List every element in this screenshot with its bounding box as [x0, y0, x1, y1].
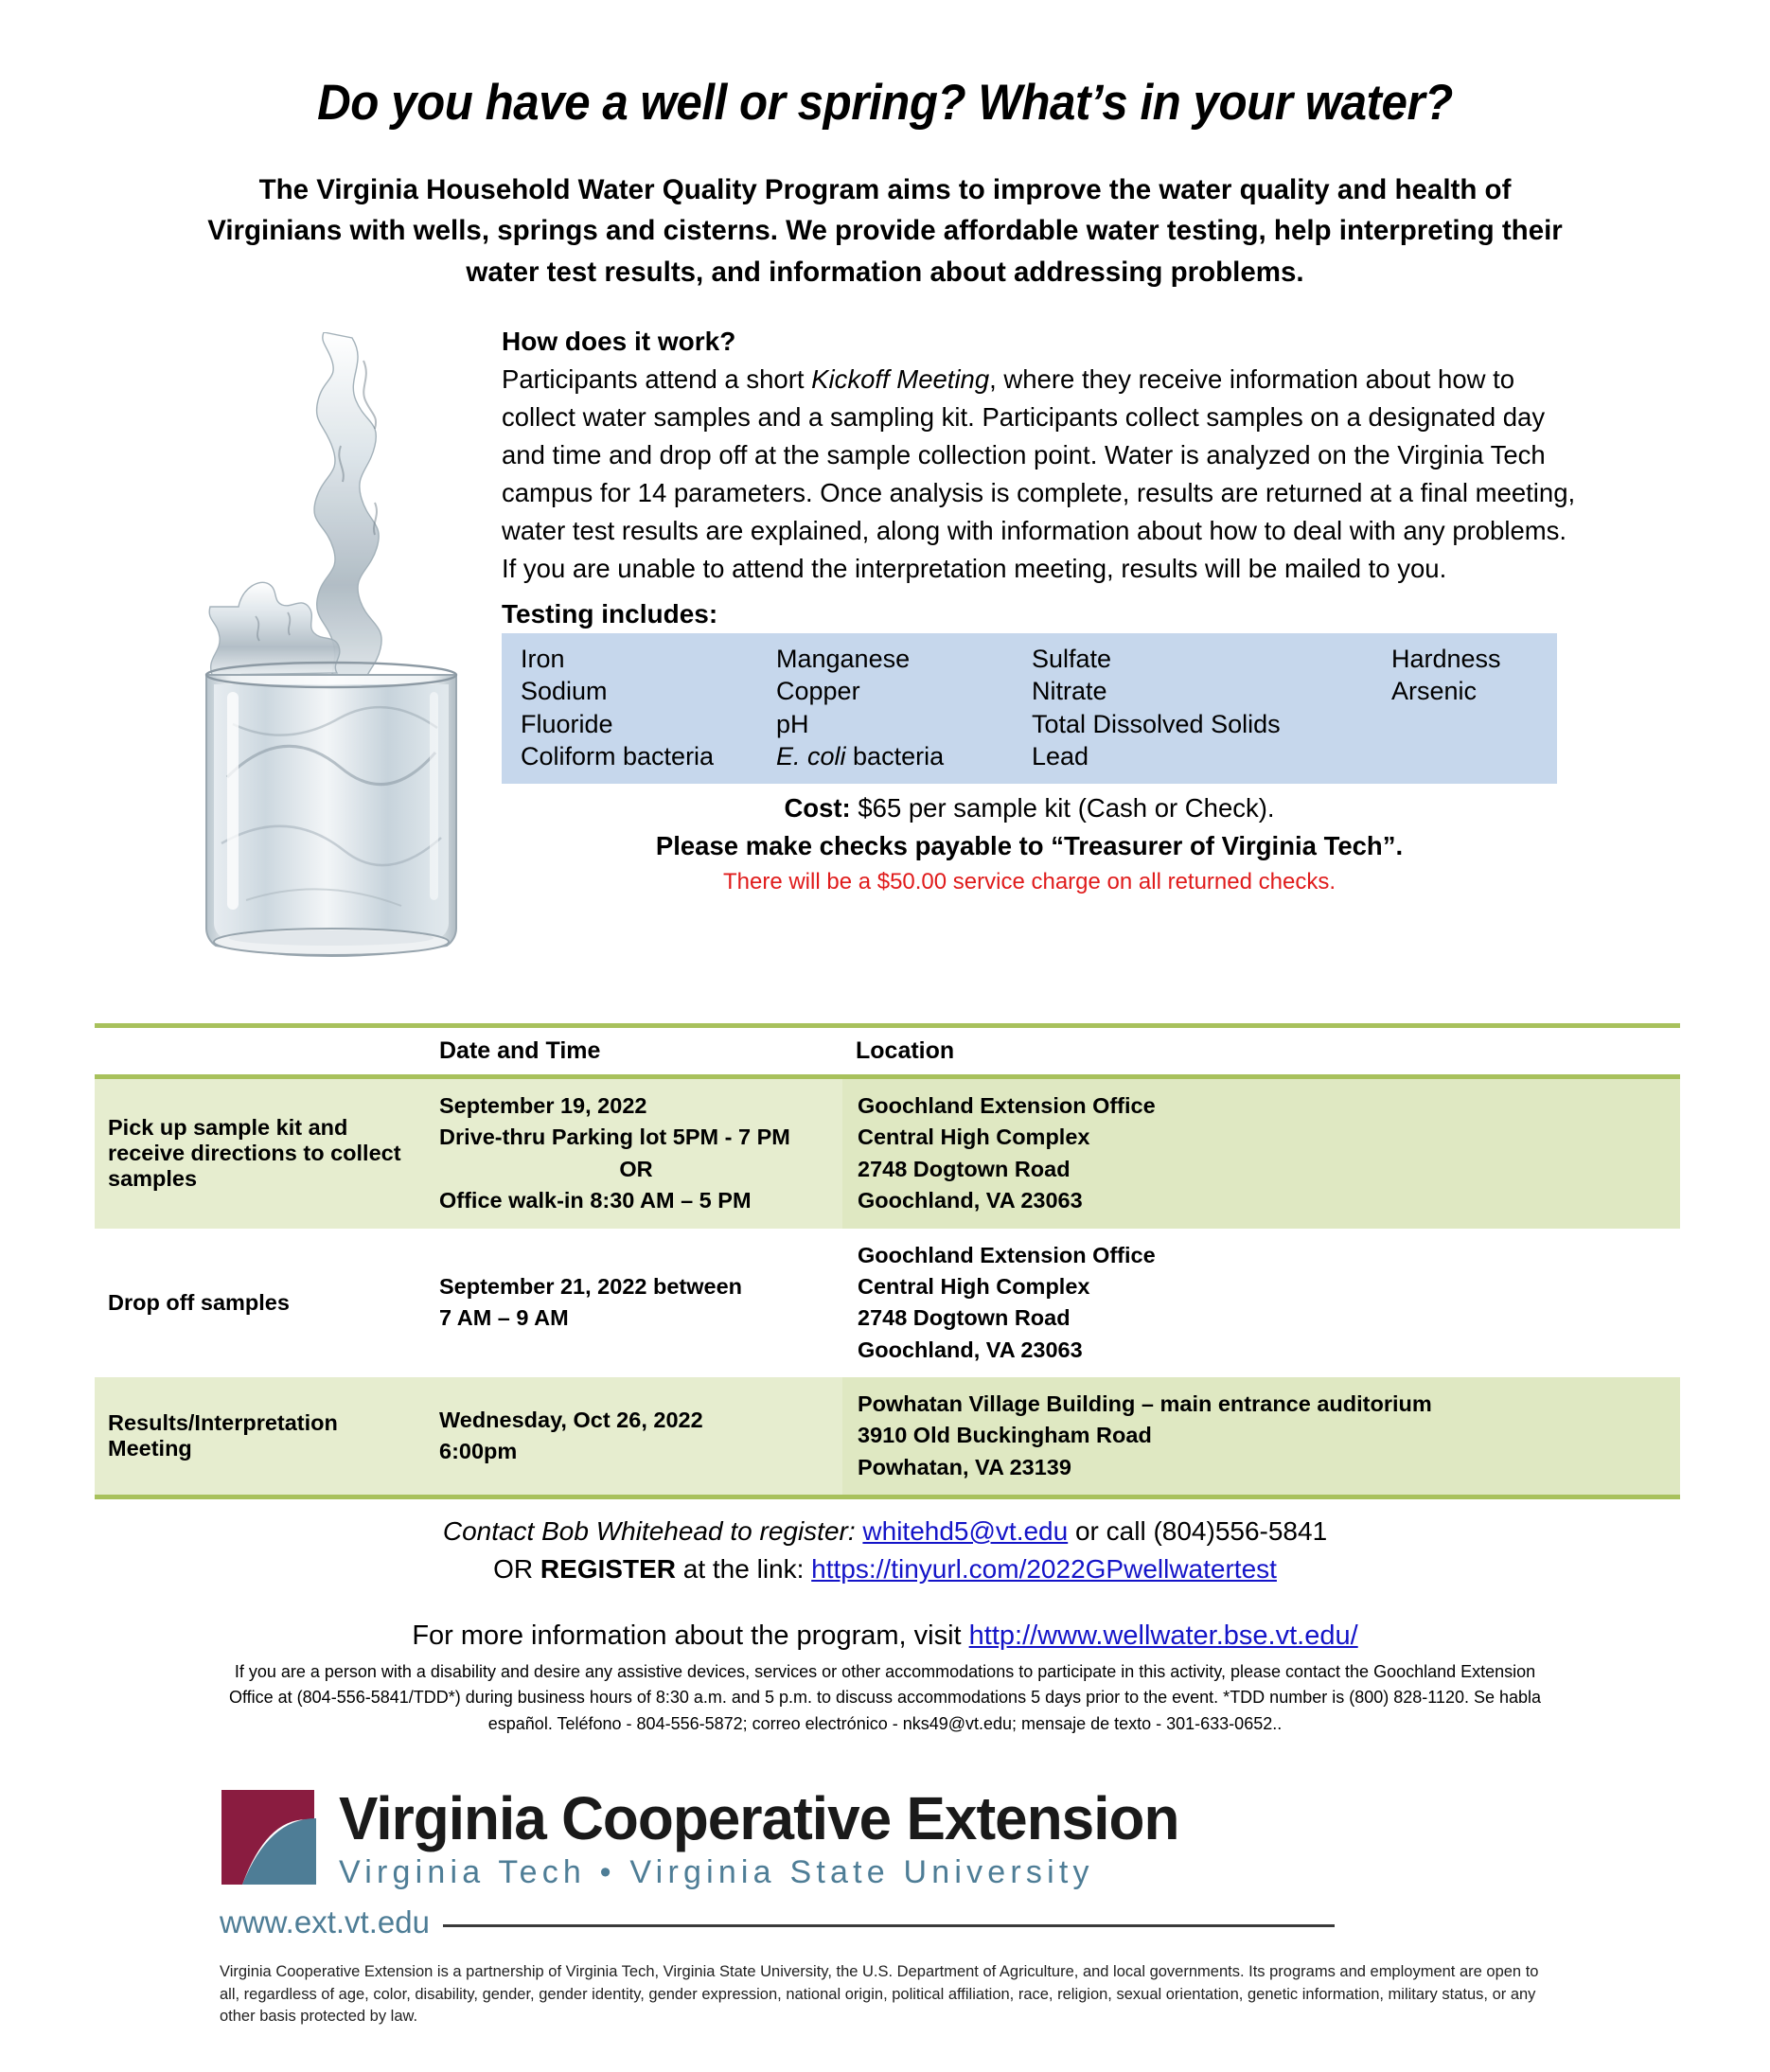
param-cell: Hardness — [1391, 645, 1501, 674]
right-column — [492, 321, 1770, 895]
location-line: Central High Complex — [858, 1273, 1090, 1299]
location-line: Goochland, VA 23063 — [858, 1337, 1083, 1362]
page-title: Do you have a well or spring? What’s in your water? — [317, 75, 1453, 131]
date-line: OR — [619, 1156, 653, 1181]
row-task: Pick up sample kit and receive directions to collect samples — [95, 1077, 426, 1229]
schedule-section — [0, 1023, 1770, 1499]
location-line: 3910 Old Buckingham Road — [858, 1423, 1152, 1448]
extension-url[interactable]: www.ext.vt.edu — [220, 1904, 430, 1940]
row-location — [842, 1377, 1680, 1497]
how-it-works-heading: How does it work? — [502, 327, 736, 357]
cost-value: $65 per sample kit (Cash or Check). — [850, 793, 1275, 823]
water-glass-image — [189, 321, 492, 995]
date-line: Office walk-in 8:30 AM – 5 PM — [439, 1188, 752, 1213]
param-row — [502, 708, 1557, 740]
checks-payable-line: Please make checks payable to “Treasurer of Virginia Tech”. — [655, 831, 1404, 861]
param-cell: Iron — [521, 645, 565, 674]
more-info-line — [0, 1620, 1770, 1652]
location-line: Powhatan, VA 23139 — [858, 1454, 1071, 1479]
location-line: Goochland Extension Office — [858, 1093, 1156, 1119]
param-cell: Lead — [1032, 741, 1089, 770]
email-link[interactable]: whitehd5@vt.edu — [862, 1516, 1069, 1547]
program-website-link[interactable]: http://www.wellwater.bse.vt.edu/ — [968, 1620, 1358, 1652]
param-row — [502, 740, 1557, 772]
row-date-and-time — [426, 1077, 842, 1229]
location-line: Goochland Extension Office — [858, 1242, 1156, 1267]
how-it-works-body-part2: , where they receive information about how to collect water samples and a sampling kit. Participants collect samples on a designated day and time and drop off at the sample collection point. Water is analyzed on the Virginia Tech campus for 14 parameters. Once analysis is complete, results are returned at a final meeting, water test results are explained, along with information about how to deal with any problems. If you are unable to attend the interpretation meeting, results will be mailed to you. — [502, 364, 1576, 584]
param-cell: Copper — [776, 677, 860, 706]
content-band — [0, 321, 1770, 995]
schedule-table-head — [95, 1026, 1680, 1077]
cost-line — [502, 793, 1557, 823]
date-line: 6:00pm — [439, 1438, 518, 1463]
param-cell: Total Dissolved Solids — [1032, 709, 1281, 738]
register-word: REGISTER — [540, 1554, 676, 1585]
ada-accommodation-notice: If you are a person with a disability and desire any assistive devices, services or other accommodations to participate in this activity, please contact the Goochland Extension Office at (804-556-5841/TDD*) during business hours of 8:30 a.m. and 5 p.m. to discuss accommodations 5 days prior to the event. *TDD number is (800) 828-1120. Se habla español. Teléfono - 804-556-5872; correo electrónico - nks49@vt.edu; mensaje de texto - 301-633-0652.. — [228, 1662, 1542, 1733]
register-link[interactable]: https://tinyurl.com/2022GPwellwatertest — [811, 1554, 1277, 1585]
row-task: Results/Interpretation Meeting — [95, 1377, 426, 1497]
table-header-row — [95, 1026, 1680, 1077]
date-line: September 19, 2022 — [439, 1093, 647, 1119]
contact-prefix: Contact Bob Whitehead to register: — [442, 1516, 863, 1547]
how-it-works-body — [502, 361, 1581, 588]
ecoli-rest: bacteria — [845, 741, 945, 770]
water-glass-svg — [189, 332, 473, 995]
param-cell: Fluoride — [521, 709, 613, 738]
vce-partnership-footnote: Virginia Cooperative Extension is a partnership of Virginia Tech, Virginia State University, the U.S. Department of Agriculture, and local governments. Its programs and employment are open to all, regardless of age, color, disability, gender, gender identity, gender expression, national origin, political affiliation, race, religion, sexual orientation, genetic information, military status, or any other basis protected by law. — [220, 1963, 1539, 2025]
param-cell: pH — [776, 709, 809, 738]
row-date-and-time — [426, 1377, 842, 1497]
row-date-and-time — [426, 1229, 842, 1377]
param-cell — [1391, 740, 1533, 772]
location-line: Powhatan Village Building – main entrance auditorium — [858, 1390, 1432, 1416]
table-row — [95, 1077, 1680, 1229]
row-location — [842, 1229, 1680, 1377]
contact-line-1 — [0, 1516, 1770, 1547]
param-cell: Sodium — [521, 677, 608, 706]
param-row — [502, 643, 1557, 675]
location-line: Central High Complex — [858, 1125, 1090, 1150]
param-cell: Nitrate — [1032, 677, 1107, 706]
kickoff-meeting-emphasis: Kickoff Meeting — [811, 364, 990, 395]
location-line: 2748 Dogtown Road — [858, 1305, 1071, 1331]
table-row — [95, 1229, 1680, 1377]
date-line: Drive-thru Parking lot 5PM - 7 PM — [439, 1125, 790, 1150]
header-task — [95, 1026, 426, 1077]
param-row — [502, 675, 1557, 707]
param-cell: Arsenic — [1391, 677, 1478, 706]
more-info-prefix: For more information about the program, visit — [412, 1620, 969, 1652]
cost-label: Cost: — [784, 793, 851, 823]
contact-line-2 — [0, 1554, 1770, 1585]
schedule-table-body — [95, 1077, 1680, 1497]
returned-check-notice: There will be a $50.00 service charge on all returned checks. — [722, 869, 1336, 895]
testing-parameters-box — [502, 633, 1557, 784]
logo-text — [316, 1786, 1205, 1891]
date-line: 7 AM – 9 AM — [439, 1305, 569, 1331]
vce-logo-block — [0, 1786, 1770, 1891]
testing-includes-heading: Testing includes: — [502, 599, 718, 629]
vce-logo-mark-icon — [220, 1786, 316, 1888]
date-line: September 21, 2022 between — [439, 1273, 743, 1299]
row-task: Drop off samples — [95, 1229, 426, 1377]
row-location — [842, 1077, 1680, 1229]
table-row — [95, 1377, 1680, 1497]
location-line: Goochland, VA 23063 — [858, 1188, 1083, 1213]
logo-url-row — [0, 1904, 1335, 1940]
horizontal-rule — [443, 1924, 1335, 1927]
logo-title: Virginia Cooperative Extension — [339, 1784, 1179, 1853]
date-line: Wednesday, Oct 26, 2022 — [439, 1407, 703, 1432]
how-it-works-body-part1: Participants attend a short — [502, 364, 812, 395]
header-date-and-time: Date and Time — [426, 1026, 842, 1077]
intro-paragraph: The Virginia Household Water Quality Program aims to improve the water quality and health of Virginians with wells, springs and cisterns. We provide affordable water testing, help interpreting their water test results, and information about addressing problems. — [207, 174, 1563, 288]
param-cell-ecoli — [776, 740, 1032, 772]
param-cell — [1391, 708, 1533, 740]
param-cell: Coliform bacteria — [521, 741, 715, 770]
location-line: 2748 Dogtown Road — [858, 1156, 1071, 1181]
logo-row — [220, 1786, 1770, 1891]
register-mid: at the link: — [675, 1554, 812, 1585]
logo-subtitle: Virginia Tech • Virginia State University — [339, 1854, 1094, 1891]
param-cell: Sulfate — [1032, 645, 1112, 674]
ecoli-italic: E. coli — [776, 741, 846, 770]
contact-suffix: or call (804)556-5841 — [1068, 1516, 1328, 1547]
schedule-table — [95, 1023, 1680, 1499]
param-cell: Manganese — [776, 645, 911, 674]
header-location: Location — [842, 1026, 1680, 1077]
register-prefix: OR — [493, 1554, 540, 1585]
